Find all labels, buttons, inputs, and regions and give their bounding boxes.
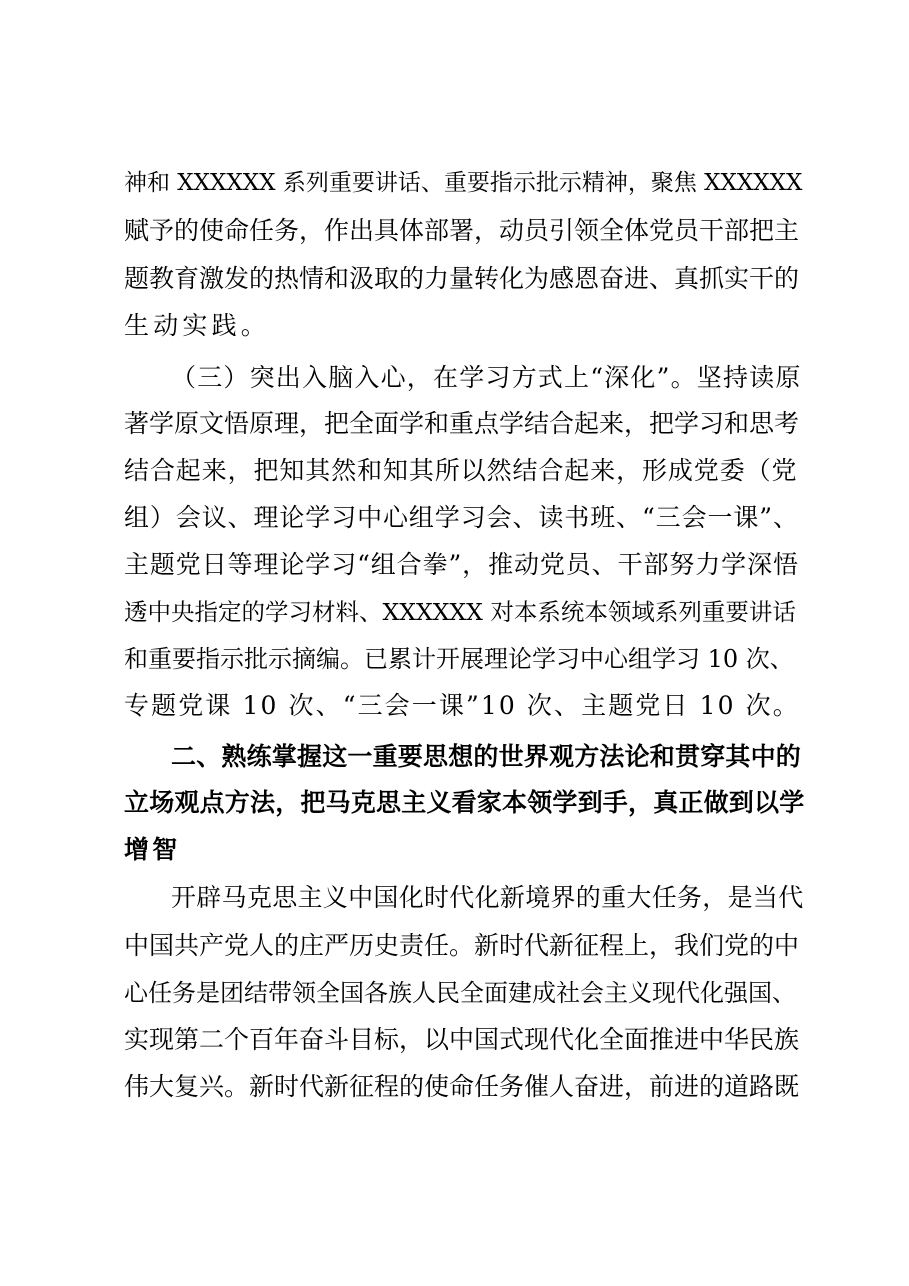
text-line: 心任务是团结带领全国各族人民全面建成社会主义现代化强国、 [124,979,796,1007]
text-line: 伟大复兴。新时代新征程的使命任务催人奋进，前进的道路既 [124,1072,800,1101]
text-line: 生动实践。 [124,311,271,340]
text-line: 题教育激发的热情和汲取的力量转化为感恩奋进、真抓实干的 [124,264,800,293]
text-line: 开辟马克思主义中国化时代化新境界的重大任务，是当代 [171,883,804,912]
text-line: 和重要指示批示摘编。已累计开展理论学习中心组学习 10 次、 [124,645,794,673]
heading-line: 二、熟练掌握这一重要思想的世界观方法论和贯穿其中的 [171,742,802,771]
text-line: 实现第二个百年奋斗目标，以中国式现代化全面推进中华民族 [124,1025,800,1054]
text-line: （三）突出入脑入心，在学习方式上“深化”。坚持读原 [171,363,802,392]
text-line: 专题党课 10 次、“三会一课”10 次、主题党日 10 次。 [124,691,800,720]
text-line: 组）会议、理论学习中心组学习会、读书班、“三会一课”、 [124,503,799,532]
text-line: 透中央指定的学习材料、XXXXXX 对本系统本领域系列重要讲话 [124,598,796,626]
text-line: 主题党日等理论学习“组合拳”，推动党员、干部努力学深悟 [124,550,799,579]
text-line: 著学原文悟原理，把全面学和重点学结合起来，把学习和思考 [124,409,800,438]
heading-line: 立场观点方法，把马克思主义看家本领学到手，真正做到以学 [124,788,805,817]
text-line: 结合起来，把知其然和知其所以然结合起来，形成党委（党 [124,456,798,485]
text-line: 中国共产党人的庄严历史责任。新时代新征程上，我们党的中 [124,931,800,960]
text-line: 赋予的使命任务，作出具体部署，动员引领全体党员干部把主 [124,216,800,245]
text-line: 神和 XXXXXX 系列重要讲话、重要指示批示精神，聚焦 XXXXXX [124,170,803,196]
heading-line: 增智 [124,835,181,864]
